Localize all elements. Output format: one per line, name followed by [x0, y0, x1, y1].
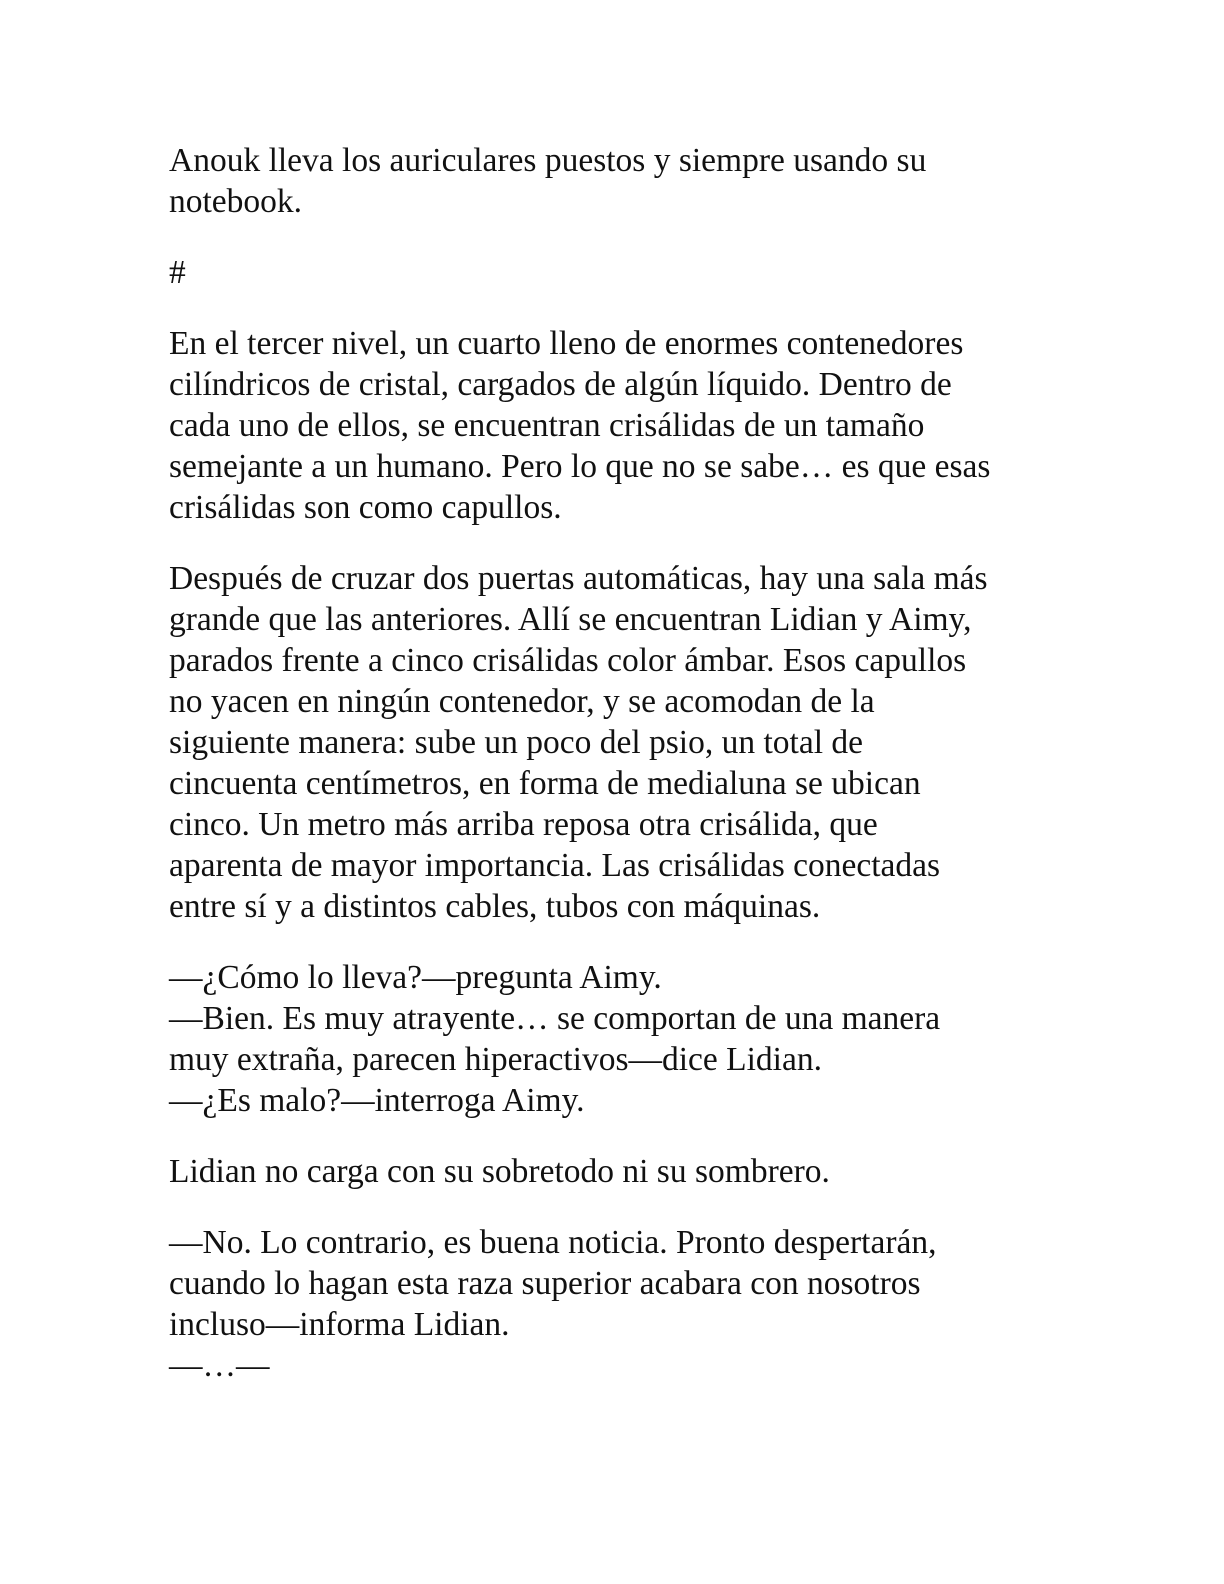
text-line: notebook.	[169, 183, 303, 220]
paragraph-lidian	[169, 1151, 1059, 1192]
text-line: Después de cruzar dos puertas automáticas, hay una sala más	[169, 560, 988, 597]
paragraph-tercer-nivel	[169, 323, 1059, 528]
text-line: Lidian no carga con su sobretodo ni su sombrero.	[169, 1153, 830, 1190]
text-line: Anouk lleva los auriculares puestos y siempre usando su	[169, 142, 927, 179]
dialogue-line: —¿Cómo lo lleva?—pregunta Aimy.	[169, 959, 662, 996]
paragraph-gap	[169, 293, 1059, 323]
text-line: no yacen en ningún contenedor, y se acomodan de la	[169, 683, 875, 720]
text-line: crisálidas son como capullos.	[169, 489, 562, 526]
paragraph-anouk	[169, 140, 1059, 222]
paragraph-gap	[169, 1121, 1059, 1151]
dialogue-line: —Bien. Es muy atrayente… se comportan de una manera	[169, 1000, 941, 1037]
text-line: semejante a un humano. Pero lo que no se sabe… es que esas	[169, 448, 991, 485]
paragraph-gap	[169, 222, 1059, 252]
scene-break-mark: #	[169, 254, 186, 291]
paragraph-gap	[169, 1192, 1059, 1222]
dialogue-line: muy extraña, parecen hiperactivos—dice Lidian.	[169, 1041, 822, 1078]
dialogue-line: —No. Lo contrario, es buena noticia. Pronto despertarán,	[169, 1224, 937, 1261]
text-line: cincuenta centímetros, en forma de medialuna se ubican	[169, 765, 921, 802]
paragraph-sala	[169, 558, 1059, 927]
text-line: cilíndricos de cristal, cargados de algún líquido. Dentro de	[169, 366, 952, 403]
paragraph-gap	[169, 528, 1059, 558]
text-line: cinco. Un metro más arriba reposa otra crisálida, que	[169, 806, 878, 843]
text-line: siguiente manera: sube un poco del psio, un total de	[169, 724, 864, 761]
text-line: cada uno de ellos, se encuentran crisálidas de un tamaño	[169, 407, 925, 444]
paragraph-gap	[169, 927, 1059, 957]
document-page	[169, 140, 1059, 1386]
scene-break	[169, 252, 1059, 293]
dialogue-line: —…—	[169, 1347, 270, 1384]
text-line: parados frente a cinco crisálidas color ámbar. Esos capullos	[169, 642, 967, 679]
text-line: aparenta de mayor importancia. Las crisálidas conectadas	[169, 847, 941, 884]
dialogue-line: incluso—informa Lidian.	[169, 1306, 510, 1343]
text-line: grande que las anteriores. Allí se encuentran Lidian y Aimy,	[169, 601, 972, 638]
text-line: En el tercer nivel, un cuarto lleno de enormes contenedores	[169, 325, 964, 362]
text-line: entre sí y a distintos cables, tubos con máquinas.	[169, 888, 821, 925]
dialogue-line: —¿Es malo?—interroga Aimy.	[169, 1082, 585, 1119]
dialogue-block-final	[169, 1222, 1059, 1386]
dialogue-line: cuando lo hagan esta raza superior acabara con nosotros	[169, 1265, 921, 1302]
dialogue-block	[169, 957, 1059, 1121]
